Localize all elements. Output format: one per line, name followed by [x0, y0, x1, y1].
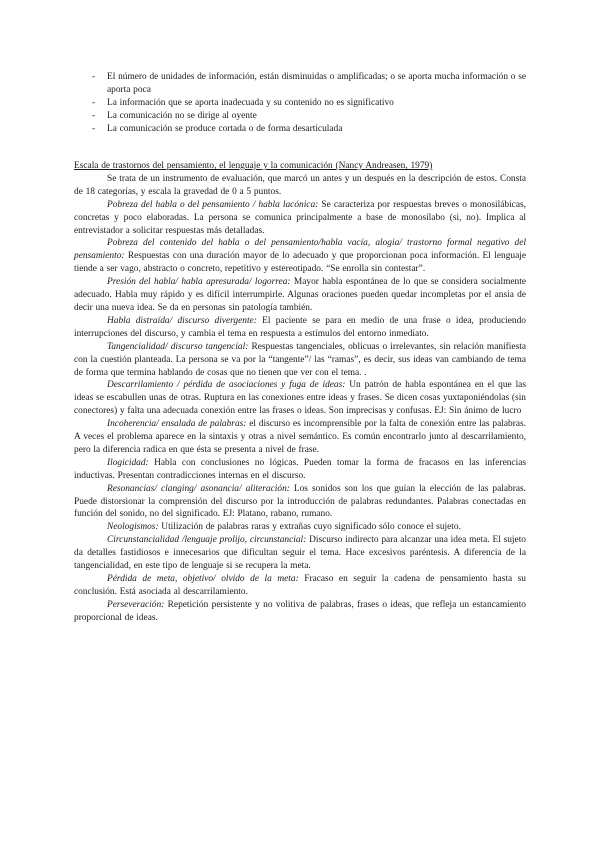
- category-paragraph: [74, 521, 526, 534]
- category-term: Perseveración:: [107, 599, 165, 610]
- category-term: Pobreza del habla o del pensamiento / habla lacónica:: [107, 199, 319, 210]
- category-paragraph: [74, 573, 526, 599]
- bullet-text: El número de unidades de información, están disminuidas o amplificadas; o se aporta mucha información o se aporta poca: [107, 72, 527, 95]
- bullet-item: [92, 123, 532, 136]
- bullet-list: [92, 71, 532, 136]
- category-description: el discurso es incomprensible por la falta de conexión entre las palabras. A veces el problema aparece en la sintaxis y otras a nivel semántico. Es común encontrarlo junto al descarrilamiento, pero la diferencia radica en que ésta se presenta a nivel de frase.: [74, 419, 526, 455]
- category-description: Discurso indirecto para alcanzar una idea meta. El sujeto da detalles fastidiosos e innecesarios que dificultan seguir el tema. Hace excesivos paréntesis. A diferencia de la tangencialidad, en este tipo de lenguaje si se recupera la meta.: [74, 535, 526, 572]
- category-term: Pérdida de meta, objetivo/ olvido de la meta:: [107, 574, 299, 584]
- scale-section: [74, 160, 526, 625]
- bullet-dash: -: [92, 123, 96, 134]
- bullet-text: La comunicación no se dirige al oyente: [107, 110, 257, 121]
- category-term: Tangencialidad/ discurso tangencial:: [107, 341, 249, 352]
- category-term: Circunstancialidad /lenguaje prolijo, circunstancial:: [107, 535, 307, 546]
- category-description: Habla con conclusiones no lógicas. Pueden tomar la forma de fracasos en las inferencias inductivas. Presentan contradicciones internas en el discurso.: [74, 457, 526, 481]
- bullet-item: [92, 71, 532, 97]
- category-description: Mayor habla espontánea de lo que se considera socialmente adecuado. Habla muy rápido y es difícil interrumpirle. Algunas oraciones pueden quedar incompletas por el ansia de decir una nueva idea. Se da en personas sin patología también.: [74, 277, 526, 313]
- category-term: Neologismos:: [107, 522, 159, 533]
- category-term: Pobreza del contenido del habla o del pensamiento/habla vacía, alogia/ trastorno formal negativo del pensamiento:: [74, 238, 526, 262]
- category-term: Descarrilamiento / pérdida de asociaciones y fuga de ideas:: [107, 380, 346, 391]
- category-paragraph: [74, 457, 526, 483]
- bullet-item: [92, 97, 532, 110]
- category-paragraph: [74, 379, 526, 418]
- category-description: Los sonidos son los que guían la elección de las palabras. Puede distorsionar la comprensión del discurso por la introducción de palabras redundantes. Palabras conectadas en función del sonido, no del significado. EJ: Platano, rabano, rumano.: [74, 483, 526, 520]
- bullet-dash: -: [92, 97, 96, 108]
- category-paragraph: [74, 315, 526, 341]
- category-paragraph: [74, 599, 526, 625]
- category-description: Respuestas con una duración mayor de lo adecuado y que proporcionan poca información. El lenguaje tiende a ser vago, abstracto o concreto, repetitivo y estereotipado. “Se enrolla sin contestar”.: [74, 251, 526, 275]
- category-description: Repetición persistente y no volitiva de palabras, frases o ideas, que refleja un estancamiento proporcional de ideas.: [74, 599, 526, 623]
- bullet-text: La información que se aporta inadecuada y su contenido no es significativo: [107, 97, 394, 108]
- bullet-item: [92, 110, 532, 123]
- section-heading: Escala de trastornos del pensamiento, el lenguaje y la comunicación (Nancy Andreasen, 1979): [74, 161, 433, 171]
- bullet-dash: -: [92, 72, 96, 82]
- category-term: Resonancias/ clanging/ asonancia/ aliteración:: [107, 483, 290, 494]
- bullet-text: La comunicación se produce cortada o de forma desarticulada: [107, 123, 343, 134]
- category-description: Un patrón de habla espontánea en el que las ideas se escabullen unas de otras. Ruptura en las conexiones entre ideas y frases. Se dicen cosas yuxtaponiéndolas (sin conectores) y falta una adecuada conexión entre las frases o ideas. Son imprecisas y confusas. EJ: Sin ánimo de lucro: [74, 380, 526, 417]
- category-description: Utilización de palabras raras y extrañas cuyo significado sólo conoce el sujeto.: [158, 522, 461, 533]
- category-paragraph: [74, 276, 526, 315]
- category-paragraph: [74, 341, 526, 380]
- category-paragraph: [74, 418, 526, 457]
- category-paragraph: [74, 199, 526, 238]
- category-paragraph: [74, 534, 526, 573]
- bullet-dash: -: [92, 110, 96, 121]
- category-description: Respuestas tangenciales, oblicuas o irrelevantes, sin relación manifiesta con la cuestión planteada. La persona se va por la “tangente”/ las “ramas”, es decir, sus ideas van cambiando de tema de forma que termina hablando de cosas que no tienen que ver con el tema. .: [74, 341, 526, 378]
- category-paragraph: [74, 483, 526, 522]
- category-description: Se caracteriza por respuestas breves o monosilábicas, concretas y poco elaboradas. La persona se comunica principalmente a base de monosílabo (si, no). Implica al entrevistador a solicitar respuestas más detalladas.: [74, 199, 526, 236]
- category-term: Incoherencia/ ensalada de palabras:: [107, 419, 247, 430]
- category-paragraph: [74, 237, 526, 276]
- category-term: Presión del habla/ habla apresurada/ logorrea:: [107, 277, 291, 288]
- intro-paragraph: Se trata de un instrumento de evaluación, que marcó un antes y un después en la descripción de estos. Consta de 18 categorías, y escala la gravedad de 0 a 5 puntos.: [74, 173, 526, 197]
- category-description: El paciente se para en medio de una frase o idea, produciendo interrupciones del discurso, y cambia el tema en respuesta a estímulos del entorno inmediato.: [74, 315, 526, 339]
- category-term: Ilogicidad:: [107, 457, 149, 468]
- category-term: Habla distraída/ discurso divergente:: [107, 315, 257, 326]
- category-description: Fracaso en seguir la cadena de pensamiento hasta su conclusión. Está asociada al descarrilamiento.: [74, 574, 526, 597]
